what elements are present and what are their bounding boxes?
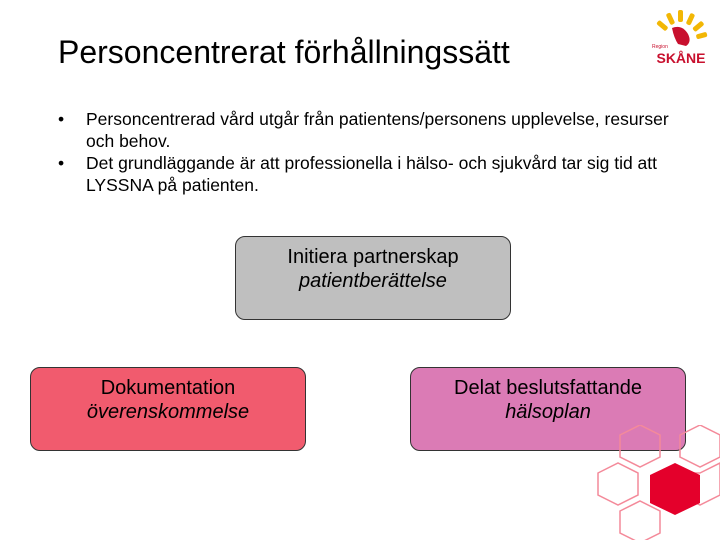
hexagon-outline	[680, 425, 720, 467]
bullet-list	[58, 108, 698, 196]
decorative-hexagon-pattern	[580, 425, 720, 540]
hexagon-filled	[650, 463, 700, 515]
bullet-marker: •	[58, 109, 65, 129]
hexagon-outline	[620, 425, 660, 467]
decision-subtitle: hälsoplan	[505, 401, 591, 423]
documentation-subtitle: överenskommelse	[86, 401, 250, 423]
logo-name: SKÅNE	[656, 50, 706, 66]
bullet-marker: •	[58, 153, 65, 173]
bullet-item	[58, 108, 698, 152]
hexagon-outline	[598, 463, 638, 505]
decision-title: Delat beslutsfattande	[454, 377, 642, 399]
partnership-subtitle: patientberättelse	[299, 270, 447, 292]
bullet-text: Det grundläggande är att professionella i hälso- och sjukvård tar sig tid att LYSSNA på patienten.	[86, 153, 658, 195]
bullet-item	[58, 152, 698, 196]
documentation-box	[30, 367, 306, 451]
partnership-title: Initiera partnerskap	[287, 246, 459, 268]
documentation-title: Dokumentation	[100, 377, 236, 399]
hexagon-outline	[620, 501, 660, 540]
bullet-text: Personcentrerad vård utgår från patientens/personens upplevelse, resurser och behov.	[86, 109, 669, 151]
slide-title: Personcentrerat förhållningssätt	[58, 34, 510, 70]
logo-region-label: Region	[652, 44, 668, 50]
partnership-box	[235, 236, 511, 320]
